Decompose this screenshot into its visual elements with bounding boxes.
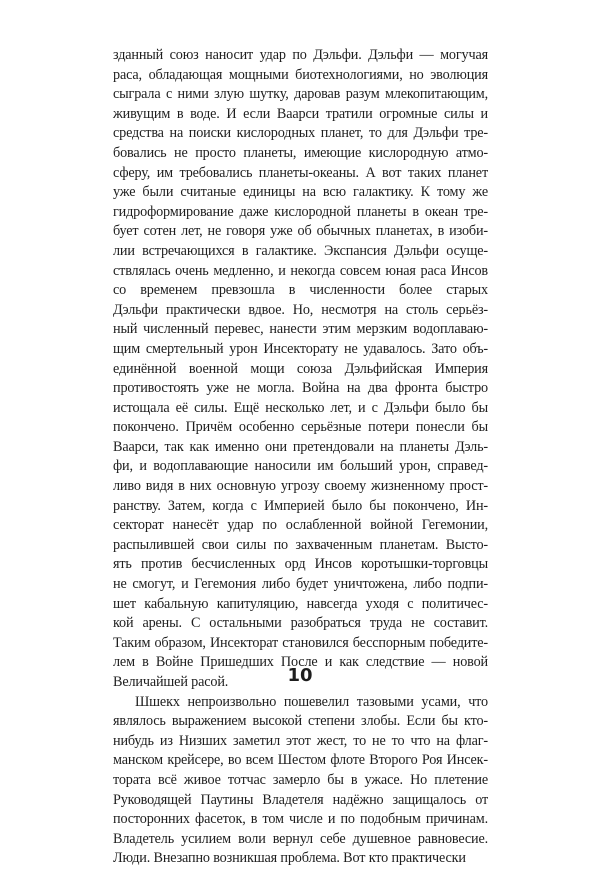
text-line: ранству. Затем, когда с Империей было бы покончено, Ин-: [113, 497, 488, 514]
text-line: посторонних фасеток, в том числе и по подобным причинам.: [113, 811, 488, 828]
text-line: нибудь из Низших заметил этот жест, то не то что на флаг-: [113, 732, 488, 749]
text-line: Таким образом, Инсекторат становился бесспорным победите-: [113, 634, 488, 651]
text-line: Руководящей Паутины Владетеля надёжно защищалось от: [113, 791, 488, 808]
body-text: [113, 46, 488, 869]
text-line: живущим в воде. И если Ваарси тратили огромные силы и: [113, 105, 488, 122]
text-line: распылившей свои силы по захваченным планетам. Высто-: [113, 536, 488, 553]
text-line: противостоять уже не могла. Война на два фронта быстро: [113, 380, 488, 397]
text-line: шет кабальную капитуляцию, навсегда уходя с политичес-: [113, 595, 488, 612]
text-line: являлось выражением высокой степени злобы. Если бы кто-: [113, 713, 488, 730]
text-line: ять против бесчисленных орд Инсов коротышки-торговцы: [113, 556, 488, 573]
text-line: секторат нанесёт удар по ослабленной войной Гегемонии,: [113, 517, 488, 534]
text-line: уже были считаные единицы на всю галактику. К тому же: [113, 184, 488, 201]
text-line: Ваарси, так как именно они претендовали на планеты Дэль-: [113, 438, 488, 455]
text-line: лии встречающихся в галактике. Экспансия Дэльфи осуще-: [113, 242, 488, 259]
text-line: фи, и водоплавающие наносили им больший урон, справед-: [113, 458, 488, 475]
text-line: сыграла с ними злую шутку, даровав разум млекопитающим,: [113, 86, 488, 103]
page-number: 10: [287, 665, 313, 686]
text-line: покончено. Причём особенно серьёзные потери понесли бы: [113, 419, 488, 436]
text-line: единённой военной мощи союза Дэльфийская Империя: [113, 360, 488, 377]
text-line: ный численный перевес, нанести этим мерзким водоплаваю-: [113, 321, 488, 338]
text-line: бовались не просто планеты, имеющие кислородную атмо-: [113, 144, 488, 161]
text-line: истощала её силы. Ещё несколько лет, и с Дэльфи было бы: [113, 399, 488, 416]
text-line: зданный союз наносит удар по Дэльфи. Дэльфи — могучая: [113, 47, 488, 63]
text-line: Владетель усилием воли вернул себе душевное равновесие.: [113, 830, 488, 847]
text-line: Величайшей расой.: [113, 674, 229, 690]
text-line: Дэльфи практически вдвое. Но, несмотря на столь серьёз-: [113, 301, 488, 318]
text-line: Люди. Внезапно возникшая проблема. Вот кто практически: [113, 850, 466, 867]
text-line: ливо видя в них основную угрозу своему жизненному прост-: [113, 478, 488, 495]
text-line: не смогут, и Гегемония либо будет уничтожена, либо подпи-: [113, 576, 488, 593]
text-line: манском крейсере, во всем Шестом флоте Второго Роя Инсек-: [113, 752, 488, 769]
text-line: сферу, им требовались планеты-океаны. А вот таких планет: [113, 164, 488, 181]
text-line: бует сотен лет, не говоря уже об обычных планетах, в изоби-: [113, 223, 488, 240]
text-line: средства на поиски кислородных планет, то для Дэльфи тре-: [113, 125, 488, 142]
text-line: тората всё живое тотчас замерло бы в ужасе. Но плетение: [113, 771, 488, 788]
text-line: Шшекх непроизвольно пошевелил тазовыми усами, что: [135, 693, 488, 710]
text-line: щим смертельный урон Инсекторату не удавалось. Зато объ-: [113, 340, 488, 357]
text-line: кой арены. С остальными разобраться труда не составит.: [113, 615, 488, 632]
text-line: раса, обладающая мощными биотехнологиями, но эволюция: [113, 66, 488, 83]
text-line: гидроформирование даже кислородной планеты в океан тре-: [113, 203, 488, 220]
text-line: ствлялась очень медленно, и некогда совсем юная раса Инсов: [113, 262, 488, 279]
text-line: со временем превзошла в численности более старых: [113, 282, 488, 299]
text-line: лем в Войне Пришедших После и как следствие — новой: [113, 654, 488, 671]
